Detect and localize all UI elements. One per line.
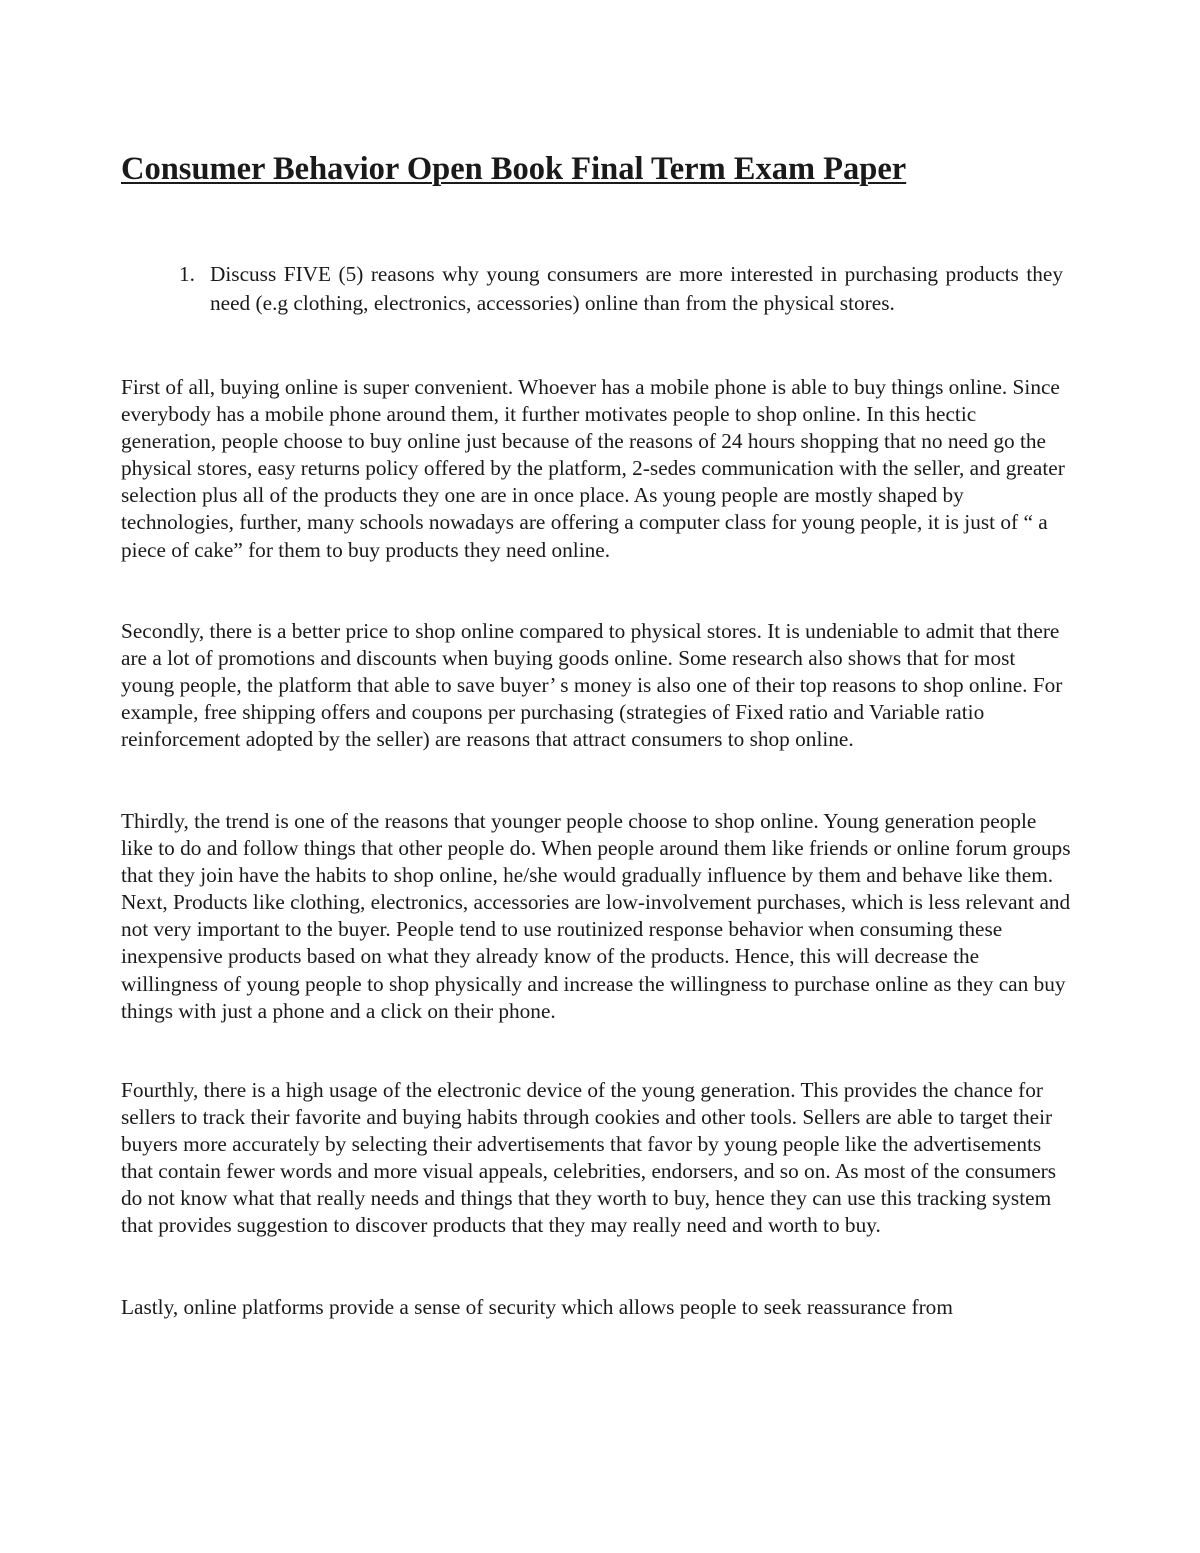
- document-title: Consumer Behavior Open Book Final Term Exam Paper: [121, 151, 907, 187]
- answer-paragraph-2: Secondly, there is a better price to shop online compared to physical stores. It is undeniable to admit that there are a lot of promotions and discounts when buying goods online. Some research also shows that for most young people, the platform that able to save buyer’ s money is also one of their top reasons to shop online. For example, free shipping offers and coupons per purchasing (strategies of Fixed ratio and Variable ratio reinforcement adopted by the seller) are reasons that attract consumers to shop online.: [121, 619, 1063, 752]
- question-text: Discuss FIVE (5) reasons why young consumers are more interested in purchasing products they need (e.g clothing, electronics, accessories) online than from the physical stores.: [210, 262, 1063, 316]
- question-item: [180, 260, 1063, 319]
- question-number: 1.: [179, 262, 195, 286]
- answer-paragraph-5: Lastly, online platforms provide a sense of security which allows people to seek reassurance from: [121, 1295, 953, 1319]
- answer-paragraph-4: Fourthly, there is a high usage of the electronic device of the young generation. This provides the chance for sellers to track their favorite and buying habits through cookies and other tools. Sellers are able to target their buyers more accurately by selecting their advertisements that favor by young people like the advertisements that contain fewer words and more visual appeals, celebrities, endorsers, and so on. As most of the consumers do not know what that really needs and things that they worth to buy, hence they can use this tracking system that provides suggestion to discover products that they may really need and worth to buy.: [121, 1078, 1057, 1238]
- answer-paragraph-3: Thirdly, the trend is one of the reasons that younger people choose to shop online. Young generation people like to do and follow things that other people do. When people around them like friends or online forum groups that they join have the habits to shop online, he/she would gradually influence by them and behave like them. Next, Products like clothing, electronics, accessories are low-involvement purchases, which is less relevant and not very important to the buyer. People tend to use routinized response behavior when consuming these inexpensive products based on what they already know of the products. Hence, this will decrease the willingness of young people to shop physically and increase the willingness to purchase online as they can buy things with just a phone and a click on their phone.: [121, 809, 1071, 1023]
- answer-paragraph-1: First of all, buying online is super convenient. Whoever has a mobile phone is able to buy things online. Since everybody has a mobile phone around them, it further motivates people to shop online. In this hectic generation, people choose to buy online just because of the reasons of 24 hours shopping that no need go the physical stores, easy returns policy offered by the platform, 2-sedes communication with the seller, and greater selection plus all of the products they one are in once place. As young people are mostly shaped by technologies, further, many schools nowadays are offering a computer class for young people, it is just of “ a piece of cake” for them to buy products they need online.: [121, 375, 1065, 562]
